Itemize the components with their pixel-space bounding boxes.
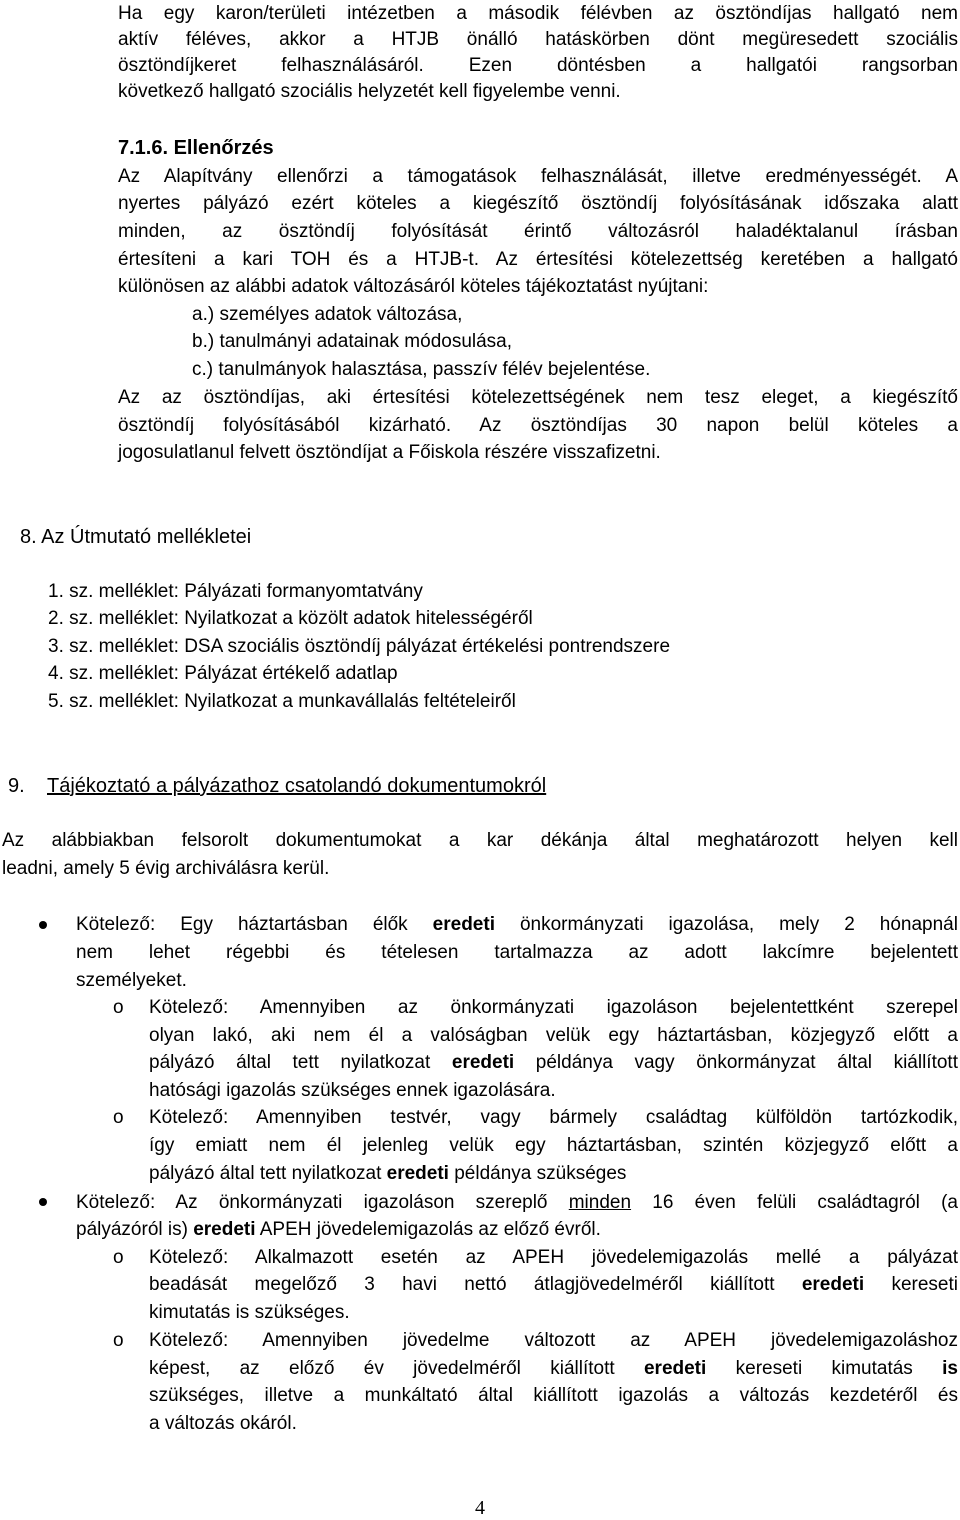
sub-bullet-line: kimutatás is szükséges. (149, 1302, 350, 1323)
section-heading-716: 7.1.6. Ellenőrzés (118, 137, 274, 159)
list-item: b.) tanulmányi adatainak módosulása, (192, 331, 513, 352)
bullet-icon (39, 921, 47, 929)
annex-item: 5. sz. melléklet: Nyilatkozat a munkavállalás feltételeiről (48, 691, 516, 712)
paragraph-line: Az Alapítvány ellenőrzi a támogatások felhasználását, illetve eredményességét. A (118, 166, 958, 187)
sub-bullet-line: Kötelező: Alkalmazott esetén az APEH jövedelemigazolás mellé a pályázat (149, 1247, 958, 1268)
sub-bullet-line: beadását megelőző 3 havi nettó átlagjövedelméről kiállított eredeti kereseti (149, 1274, 958, 1295)
section-heading-9: Tájékoztató a pályázathoz csatolandó dokumentumokról (47, 775, 547, 797)
bullet-line: Kötelező: Az önkormányzati igazoláson szereplő minden 16 éven felüli családtagról (a (76, 1192, 958, 1213)
sub-bullet-line: szükséges, illetve a munkáltató által kiállított igazolás a változás kezdetéről és (149, 1385, 958, 1406)
bullet-line: pályázóról is) eredeti APEH jövedelemigazolás az előző évről. (76, 1219, 601, 1240)
sub-bullet-line: pályázó által tett nyilatkozat eredeti példánya vagy önkormányzat által kiállított (149, 1052, 958, 1073)
paragraph-line: különösen az alábbi adatok változásáról köteles tájékoztatást nyújtani: (118, 276, 709, 297)
annex-item: 4. sz. melléklet: Pályázat értékelő adatlap (48, 663, 398, 684)
sub-bullet-marker: o (113, 997, 124, 1018)
annex-item: 3. sz. melléklet: DSA szociális ösztöndíj pályázat értékelési pontrendszere (48, 636, 671, 657)
sub-bullet-line: képest, az előző év jövedelméről kiállított eredeti kereseti kimutatás is (149, 1358, 959, 1379)
list-item: a.) személyes adatok változása, (192, 304, 463, 325)
paragraph-line: értesíteni a kari TOH és a HTJB-t. Az értesítési kötelezettség keretében a hallgató (118, 249, 958, 270)
section-heading-8: 8. Az Útmutató mellékletei (20, 526, 252, 548)
sub-bullet-line: hatósági igazolás szükséges ennek igazolására. (149, 1080, 556, 1101)
bullet-line: Kötelező: Egy háztartásban élők eredeti önkormányzati igazolása, mely 2 hónapnál (76, 914, 958, 935)
sub-bullet-line: Kötelező: Amennyiben jövedelme változott az APEH jövedelemigazoláshoz (149, 1330, 958, 1351)
list-item: c.) tanulmányok halasztása, passzív félév bejelentése. (192, 359, 651, 380)
paragraph-line: ösztöndíj folyósításából kizárható. Az ösztöndíjas 30 napon belül köteles a (118, 415, 958, 436)
bullet-line: nem lehet régebbi és tételesen tartalmazza az adott lakcímre bejelentett (76, 942, 958, 963)
sub-bullet-marker: o (113, 1330, 124, 1351)
paragraph-line: leadni, amely 5 évig archiválásra kerül. (2, 858, 330, 879)
bullet-icon (39, 1198, 47, 1206)
paragraph-line: jogosulatlanul felvett ösztöndíjat a Főiskola részére visszafizetni. (118, 442, 661, 463)
paragraph-line: minden, az ösztöndíj folyósítását érintő változásról haladéktalanul írásban (118, 221, 958, 242)
sub-bullet-line: pályázó által tett nyilatkozat eredeti példánya szükséges (149, 1163, 627, 1184)
annex-item: 2. sz. melléklet: Nyilatkozat a közölt adatok hitelességéről (48, 608, 533, 629)
sub-bullet-line: Kötelező: Amennyiben testvér, vagy bármely családtag külföldön tartózkodik, (149, 1107, 958, 1128)
sub-bullet-line: olyan lakó, aki nem él a valóságban velük egy háztartásban, közjegyző előtt a (149, 1025, 958, 1046)
section-number-9: 9. (8, 775, 25, 797)
paragraph-line: Az az ösztöndíjas, aki értesítési kötelezettségének nem tesz eleget, a kiegészítő (118, 387, 958, 408)
sub-bullet-line: a változás okáról. (149, 1413, 297, 1434)
paragraph-line: nyertes pályázó ezért köteles a kiegészítő ösztöndíj folyósításának időszaka alatt (118, 193, 958, 214)
paragraph-line: Ha egy karon/területi intézetben a második félévben az ösztöndíjas hallgató nem (118, 3, 958, 24)
paragraph-line: aktív féléves, akkor a HTJB önálló hatáskörben dönt megüresedett szociális (118, 29, 958, 50)
sub-bullet-line: így emiatt nem él jelenleg velük egy háztartásban, szintén közjegyző előtt a (149, 1135, 958, 1156)
sub-bullet-line: Kötelező: Amennyiben az önkormányzati igazoláson bejelentettként szerepel (149, 997, 958, 1018)
paragraph-line: Az alábbiakban felsorolt dokumentumokat a kar dékánja által meghatározott helyen kell (2, 830, 958, 851)
paragraph-line: ösztöndíjkeret felhasználásáról. Ezen döntésben a hallgatói rangsorban (118, 55, 958, 76)
paragraph-line: következő hallgató szociális helyzetét kell figyelembe venni. (118, 81, 621, 102)
annex-item: 1. sz. melléklet: Pályázati formanyomtatvány (48, 581, 423, 602)
bullet-line: személyeket. (76, 970, 187, 991)
sub-bullet-marker: o (113, 1107, 124, 1128)
page-number: 4 (475, 1497, 485, 1519)
sub-bullet-marker: o (113, 1247, 124, 1268)
